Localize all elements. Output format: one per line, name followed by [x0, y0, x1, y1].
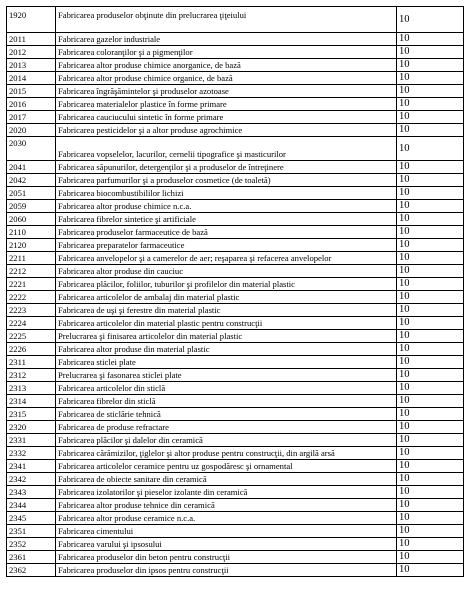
table-row [7, 486, 464, 499]
activity-code-cell: 2059 [7, 200, 56, 213]
value-cell: 10 [397, 382, 464, 395]
value-cell: 10 [397, 46, 464, 59]
activity-code-cell: 2331 [7, 434, 56, 447]
table-body [7, 7, 464, 577]
activity-code-cell: 2015 [7, 85, 56, 98]
activity-description-cell: Fabricarea articolelor din material plastic pentru construcţii [56, 317, 397, 330]
activity-code-cell: 2020 [7, 124, 56, 137]
activity-code-cell: 2312 [7, 369, 56, 382]
value-cell: 10 [397, 291, 464, 304]
activity-code-cell: 2342 [7, 473, 56, 486]
value-cell: 10 [397, 187, 464, 200]
value-cell: 10 [397, 447, 464, 460]
activity-code-cell: 2042 [7, 174, 56, 187]
activity-description-cell: Fabricarea produselor farmaceutice de bază [56, 226, 397, 239]
activity-code-cell: 2012 [7, 46, 56, 59]
activity-code-cell: 2351 [7, 525, 56, 538]
table-row [7, 111, 464, 124]
table-row [7, 369, 464, 382]
table-row [7, 137, 464, 161]
table-row [7, 525, 464, 538]
value-cell: 10 [397, 200, 464, 213]
activity-description-cell: Fabricarea materialelor plastice în forme primare [56, 98, 397, 111]
activity-code-cell: 2030 [7, 137, 56, 161]
activity-code-cell: 2212 [7, 265, 56, 278]
activity-code-cell: 1920 [7, 7, 56, 33]
table-row [7, 161, 464, 174]
value-cell: 10 [397, 252, 464, 265]
value-cell: 10 [397, 33, 464, 46]
activity-code-cell: 2017 [7, 111, 56, 124]
activity-code-cell: 2315 [7, 408, 56, 421]
table-row [7, 200, 464, 213]
activity-description-cell: Fabricarea coloranţilor şi a pigmenţilor [56, 46, 397, 59]
table-row [7, 85, 464, 98]
activity-description-cell: Fabricarea de produse refractare [56, 421, 397, 434]
activity-code-cell: 2013 [7, 59, 56, 72]
value-cell: 10 [397, 304, 464, 317]
activity-description-cell: Fabricarea articolelor de ambalaj din material plastic [56, 291, 397, 304]
activity-code-cell: 2341 [7, 460, 56, 473]
document-page [6, 6, 463, 577]
table-row [7, 33, 464, 46]
value-cell: 10 [397, 512, 464, 525]
activity-code-cell: 2016 [7, 98, 56, 111]
activity-description-cell: Fabricarea articolelor ceramice pentru uz gospodăresc şi ornamental [56, 460, 397, 473]
activity-description-cell: Fabricarea altor produse ceramice n.c.a. [56, 512, 397, 525]
table-row [7, 187, 464, 200]
value-cell: 10 [397, 265, 464, 278]
activity-description-cell: Fabricarea articolelor din sticlă [56, 382, 397, 395]
activity-description-cell: Fabricarea plăcilor, foliilor, tuburilor şi profilelor din material plastic [56, 278, 397, 291]
value-cell: 10 [397, 174, 464, 187]
table-row [7, 317, 464, 330]
activity-description-cell: Fabricarea plăcilor şi dalelor din ceramică [56, 434, 397, 447]
activity-code-cell: 2222 [7, 291, 56, 304]
activity-code-cell: 2345 [7, 512, 56, 525]
value-cell: 10 [397, 124, 464, 137]
value-cell: 10 [397, 137, 464, 161]
activity-description-cell: Prelucrarea şi fasonarea sticlei plate [56, 369, 397, 382]
table-row [7, 434, 464, 447]
value-cell: 10 [397, 525, 464, 538]
table-row [7, 278, 464, 291]
table-row [7, 408, 464, 421]
activity-description-cell: Fabricarea altor produse din cauciuc [56, 265, 397, 278]
activity-description-cell: Fabricarea altor produse chimice anorganice, de bază [56, 59, 397, 72]
value-cell: 10 [397, 226, 464, 239]
value-cell: 10 [397, 473, 464, 486]
value-cell: 10 [397, 434, 464, 447]
table-row [7, 239, 464, 252]
activity-description-cell: Fabricarea parfumurilor şi a produselor cosmetice (de toaletă) [56, 174, 397, 187]
activity-description-cell: Fabricarea altor produse chimice n.c.a. [56, 200, 397, 213]
activity-description-cell: Fabricarea altor produse tehnice din ceramică [56, 499, 397, 512]
activity-code-cell: 2362 [7, 564, 56, 577]
activity-code-cell: 2332 [7, 447, 56, 460]
activity-description-cell: Prelucrarea şi finisarea articolelor din material plastic [56, 330, 397, 343]
activity-code-cell: 2211 [7, 252, 56, 265]
activity-description-cell: Fabricarea de obiecte sanitare din ceramică [56, 473, 397, 486]
activity-description-cell: Fabricarea cimentului [56, 525, 397, 538]
activity-code-cell: 2223 [7, 304, 56, 317]
activity-description-cell: Fabricarea altor produse din material plastic [56, 343, 397, 356]
table-row [7, 252, 464, 265]
table-row [7, 356, 464, 369]
activity-code-cell: 2224 [7, 317, 56, 330]
activity-description-cell: Fabricarea altor produse chimice organice, de bază [56, 72, 397, 85]
activity-code-cell: 2311 [7, 356, 56, 369]
table-row [7, 473, 464, 486]
table-row [7, 174, 464, 187]
value-cell: 10 [397, 239, 464, 252]
value-cell: 10 [397, 356, 464, 369]
table-row [7, 330, 464, 343]
table-row [7, 551, 464, 564]
table-row [7, 124, 464, 137]
table-row [7, 564, 464, 577]
table-row [7, 343, 464, 356]
activity-code-cell: 2352 [7, 538, 56, 551]
activity-code-cell: 2344 [7, 499, 56, 512]
activity-code-cell: 2011 [7, 33, 56, 46]
activity-description-cell: Fabricarea varului şi ipsosului [56, 538, 397, 551]
activity-description-cell: Fabricarea produselor obţinute din prelucrarea ţiţeiului [56, 7, 397, 33]
table-row [7, 72, 464, 85]
activity-code-cell: 2343 [7, 486, 56, 499]
value-cell: 10 [397, 551, 464, 564]
table-row [7, 59, 464, 72]
table-row [7, 421, 464, 434]
table-row [7, 447, 464, 460]
activity-code-cell: 2060 [7, 213, 56, 226]
value-cell: 10 [397, 486, 464, 499]
table-row [7, 460, 464, 473]
activity-code-cell: 2110 [7, 226, 56, 239]
table-row [7, 213, 464, 226]
value-cell: 10 [397, 85, 464, 98]
activity-code-cell: 2221 [7, 278, 56, 291]
table-row [7, 226, 464, 239]
table-row [7, 265, 464, 278]
activity-code-cell: 2014 [7, 72, 56, 85]
value-cell: 10 [397, 564, 464, 577]
activity-code-cell: 2041 [7, 161, 56, 174]
value-cell: 10 [397, 499, 464, 512]
activity-description-cell: Fabricarea de uşi şi ferestre din material plastic [56, 304, 397, 317]
table-row [7, 512, 464, 525]
value-cell: 10 [397, 330, 464, 343]
table-row [7, 291, 464, 304]
activity-description-cell: Fabricarea pesticidelor şi a altor produse agrochimice [56, 124, 397, 137]
table-row [7, 395, 464, 408]
activity-description-cell: Fabricarea produselor din beton pentru construcţii [56, 551, 397, 564]
activity-description-cell: Fabricarea izolatorilor şi pieselor izolante din ceramică [56, 486, 397, 499]
activity-description-cell: Fabricarea fibrelor sintetice şi artificiale [56, 213, 397, 226]
table-row [7, 382, 464, 395]
value-cell: 10 [397, 278, 464, 291]
activity-code-cell: 2226 [7, 343, 56, 356]
value-cell: 10 [397, 460, 464, 473]
activity-code-cell: 2051 [7, 187, 56, 200]
activity-description-cell: Fabricarea biocombustibililor lichizi [56, 187, 397, 200]
activity-code-cell: 2225 [7, 330, 56, 343]
caen-codes-table [6, 6, 464, 577]
table-row [7, 304, 464, 317]
activity-code-cell: 2361 [7, 551, 56, 564]
table-row [7, 7, 464, 33]
activity-code-cell: 2314 [7, 395, 56, 408]
value-cell: 10 [397, 161, 464, 174]
value-cell: 10 [397, 213, 464, 226]
value-cell: 10 [397, 343, 464, 356]
value-cell: 10 [397, 421, 464, 434]
value-cell: 10 [397, 7, 464, 33]
activity-code-cell: 2313 [7, 382, 56, 395]
value-cell: 10 [397, 59, 464, 72]
activity-description-cell: Fabricarea cauciucului sintetic în forme primare [56, 111, 397, 124]
activity-description-cell: Fabricarea anvelopelor şi a camerelor de aer; reşaparea şi refacerea anvelopelor [56, 252, 397, 265]
activity-code-cell: 2320 [7, 421, 56, 434]
value-cell: 10 [397, 408, 464, 421]
activity-code-cell: 2120 [7, 239, 56, 252]
table-row [7, 98, 464, 111]
activity-description-cell: Fabricarea cărămizilor, ţiglelor şi altor produse pentru construcţii, din argilă arsă [56, 447, 397, 460]
value-cell: 10 [397, 72, 464, 85]
activity-description-cell: Fabricarea de sticlărie tehnică [56, 408, 397, 421]
activity-description-cell: Fabricarea produselor din ipsos pentru construcţii [56, 564, 397, 577]
table-row [7, 538, 464, 551]
activity-description-cell: Fabricarea îngrăşămintelor şi produselor azotoase [56, 85, 397, 98]
value-cell: 10 [397, 317, 464, 330]
activity-description-cell: Fabricarea săpunurilor, detergenţilor şi a produselor de întreţinere [56, 161, 397, 174]
value-cell: 10 [397, 98, 464, 111]
activity-description-cell: Fabricarea preparatelor farmaceutice [56, 239, 397, 252]
value-cell: 10 [397, 111, 464, 124]
activity-description-cell: Fabricarea vopselelor, lacurilor, cernelii tipografice şi masticurilor [56, 137, 397, 161]
value-cell: 10 [397, 395, 464, 408]
table-row [7, 46, 464, 59]
activity-description-cell: Fabricarea gazelor industriale [56, 33, 397, 46]
value-cell: 10 [397, 369, 464, 382]
activity-description-cell: Fabricarea fibrelor din sticlă [56, 395, 397, 408]
table-row [7, 499, 464, 512]
value-cell: 10 [397, 538, 464, 551]
activity-description-cell: Fabricarea sticlei plate [56, 356, 397, 369]
